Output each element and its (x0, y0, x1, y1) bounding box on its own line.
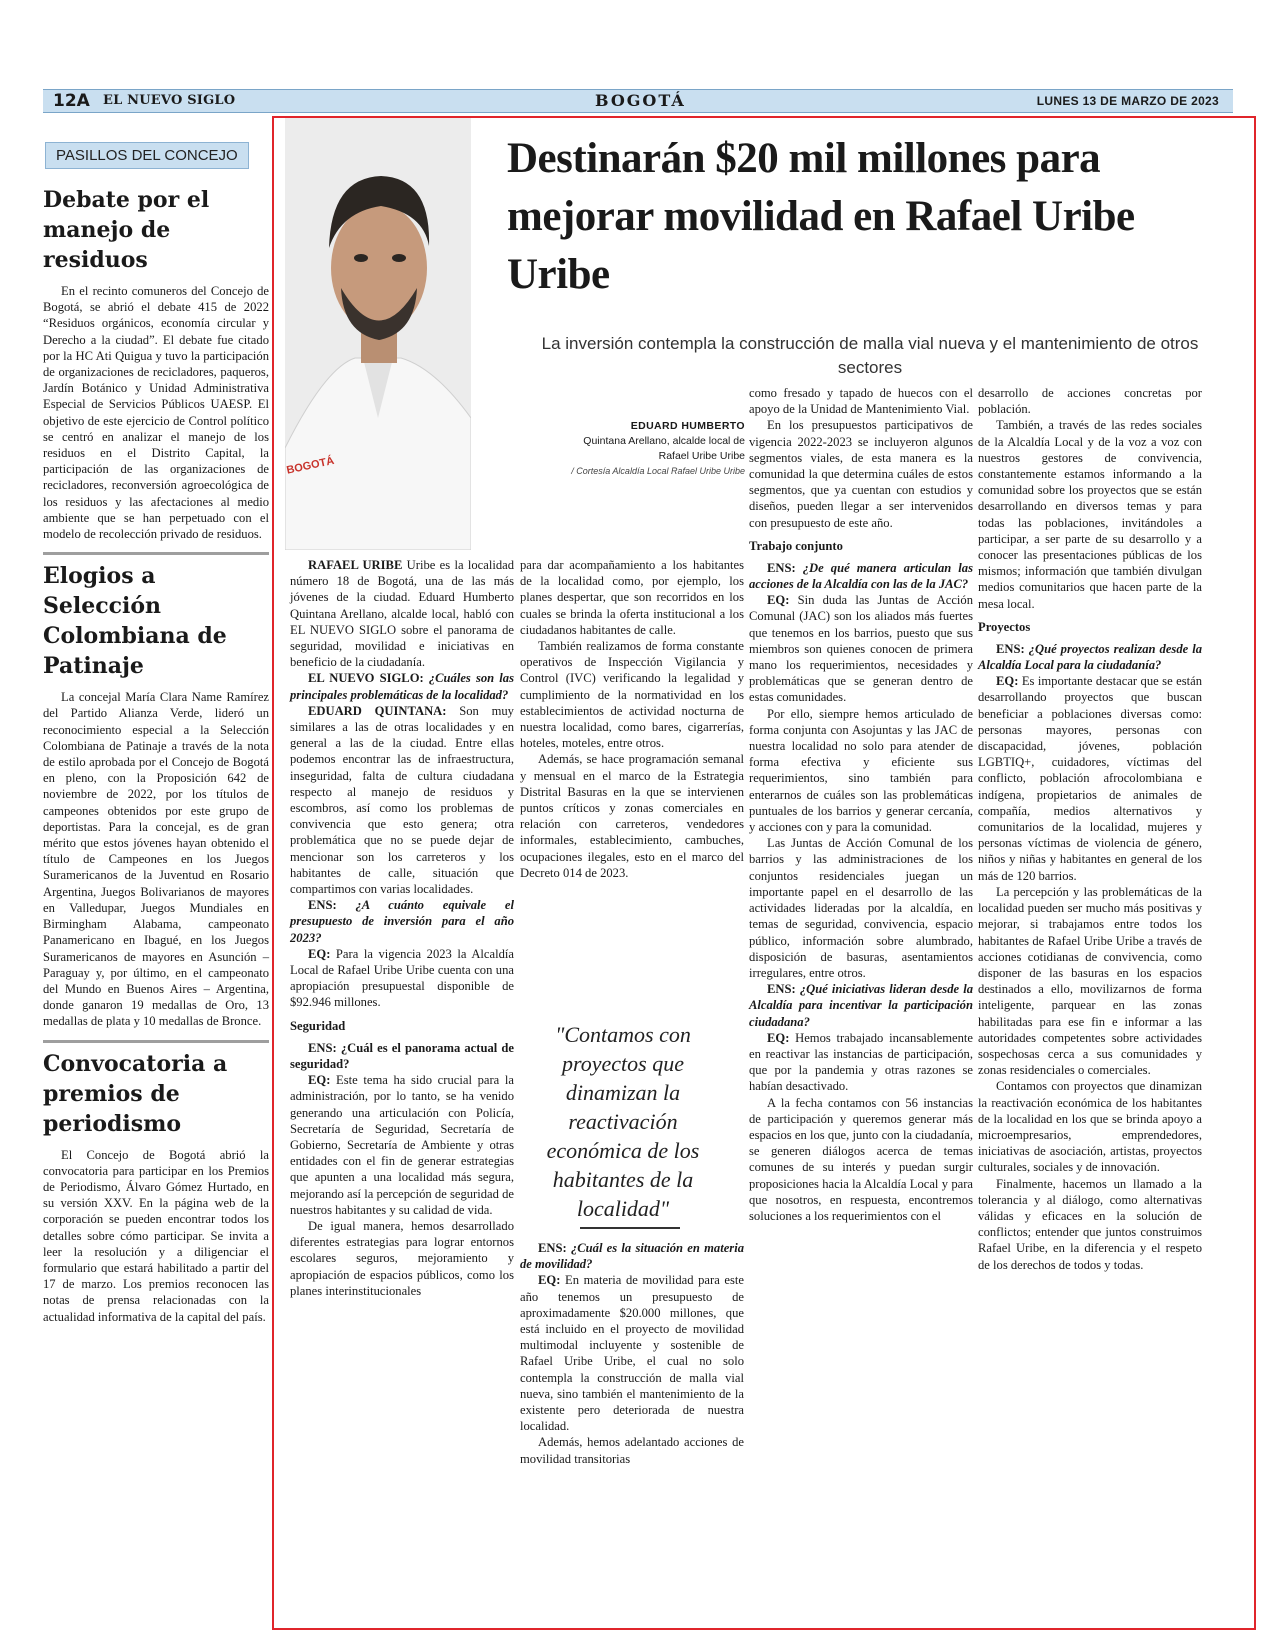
article-deck: La inversión contempla la construcción de malla vial nueva y el mantenimiento de otros sectores (541, 334, 1199, 377)
caption-name: EDUARD HUMBERTO (630, 420, 745, 432)
portrait-illustration (285, 118, 471, 550)
body-paragraph (978, 673, 1202, 884)
brief-title: Convocatoria a premios de periodismo (43, 1050, 228, 1137)
portrait-photo (285, 118, 471, 550)
paragraph-text: ¿Qué iniciativas lideran desde la Alcaldía para incentivar la participación ciudadana? (749, 982, 973, 1029)
brief-body: La concejal María Clara Name Ramírez del Partido Alianza Verde, lideró un reconocimiento especial a la Selección Colombiana de Patinaje a través de la nota de estilo aprobada por el Concejo de Bogotá en pleno, con la Proposición 642 de noviembre de 2022, por los títulos de campeones obtenidos por este grupo de deportistas. Para la concejal, es de gran mérito que estos jóvenes hayan obtenido el título de Campeones en los Juegos Suramericanos de la Juventud en Rosario Argentina, Juegos Bolivarianos de mayores en Valledupar, Juegos Mundiales en Birmingham Alabama, campeonato Panamericano en Ibagué, en los Juegos Suramericanos de mayores en Asunción – Paraguay y, por último, en el campeonato del Mundo en Buenos Aires – Argentina, donde ganaron 19 medallas de Oro, 13 medallas de plata y 10 medallas de Bronce. (43, 690, 269, 1029)
body-paragraph (978, 417, 1202, 611)
speaker-lead: ENS: (996, 641, 1025, 656)
paragraph-text: Sin duda las Juntas de Acción Comunal (JAC) son los aliados más fuertes que tenemos en los barrios, puesto que sus miembros son quienes conocen de primera mano los requerimientos, necesidades y problemáticas que se generan dentro de estas comunidades. (749, 593, 973, 705)
paragraph-text: Finalmente, hacemos un llamado a la tolerancia y al diálogo, como alternativas válidas y eficaces en la solución de conflictos; entender que juntos construimos Rafael Uribe, en la diferencia y el respeto de los derechos de todos y todas. (978, 1176, 1202, 1272)
pull-quote: "Contamos con proyectos que dinamizan la reactivación económica de los habitantes de la localidad" (546, 1022, 700, 1221)
interview-question (749, 981, 973, 1030)
speaker-lead: EL NUEVO SIGLO: (308, 671, 424, 686)
body-paragraph (978, 1078, 1202, 1175)
paragraph-text: Las Juntas de Acción Comunal de los barrios y las administraciones de los conjuntos residenciales juegan un importante papel en el desarrollo de las actividades lideradas por la alcaldía, en temas de seguridad, convivencia, espacio público, información sobre alumbrado, disposición de basuras, asentamientos irregulares, entre otros. (749, 836, 973, 980)
paragraph-text: ¿A cuánto equivale el presupuesto de inversión para el año 2023? (290, 898, 514, 945)
paragraph-text: Además, hemos adelantado acciones de movilidad transitorias (520, 1435, 744, 1466)
interview-question (290, 670, 514, 702)
paragraph-text: Para la vigencia 2023 la Alcaldía Local de Rafael Uribe Uribe cuenta con una apropiación presupuestal disponible de $92.946 millones. (290, 946, 514, 1010)
paragraph-text: como fresado y tapado de huecos con el apoyo de la Unidad de Mantenimiento Vial. (749, 386, 973, 417)
left-column (43, 142, 269, 1325)
section-name: BOGOTÁ (595, 91, 686, 110)
paragraph-text: Hemos trabajado incansablemente en reactivar las instancias de participación, que por la pandemia y otras razones se habían desactivado. (749, 1030, 973, 1094)
paragraph-text: La percepción y las problemáticas de la localidad pueden ser mucho más positivas y mejorar, si trabajamos entre todos los habitantes de Rafael Uribe Uribe a través de acciones cotidianas de convivencia, como disponer de las basuras en los espacios destinados a ello, movilizarnos de forma inteligente, parquear en las zonas habilitadas para ese fin e informar a las autoridades competentes sobre actividades sospechosas cerca a sus comunidades y zonas residenciales o comerciales. (978, 884, 1202, 1078)
subhead: Trabajo conjunto (749, 538, 843, 553)
brief-title: Debate por el manejo de residuos (43, 187, 210, 273)
speaker-lead: ENS: (767, 560, 796, 575)
body-paragraph (749, 706, 973, 836)
paragraph-text: para dar acompañamiento a los habitantes de la localidad como, por ejemplo, los planes despertar, que son recorridos en los cuales se brinda la oferta institucional a los ciudadanos habitantes de calle. (520, 558, 744, 637)
body-paragraph (520, 557, 744, 638)
paragraph-text: ¿Cuál es la situación en materia de movilidad? (520, 1241, 744, 1272)
paragraph-text: A la fecha contamos con 56 instancias de participación y queremos generar más espacios en los que, junto con la ciudadanía, se generen diálogos acerca de temas comunes de su interés y puedan surgir proposiciones hacia la Alcaldía Local y para que nosotros, en respuesta, encontremos soluciones a los requerimientos con el (749, 1095, 973, 1223)
section-label: PASILLOS DEL CONCEJO (45, 142, 249, 169)
issue-date: LUNES 13 DE MARZO DE 2023 (1036, 94, 1219, 108)
paragraph-text: Es importante destacar que se están desarrollando proyectos que buscan beneficiar a poblaciones diversas como: personas mayores, personas con discapacidad, jóvenes, población LGBTIQ+, cuidadores, víctimas del conflicto, población afrocolombiana e indígena, propietarios de animales de compañía, medios alternativos y comunitarios de la localidad, mujeres y personas víctimas de violencia de género, niños y niñas y habitantes en general de los más de 120 barrios. (978, 674, 1202, 883)
speaker-lead: RAFAEL URIBE (308, 558, 403, 572)
body-paragraph (749, 1095, 973, 1225)
page-header-bar (43, 89, 1233, 113)
paragraph-text: En los presupuestos participativos de vigencia 2022-2023 se incluyeron algunos segmentos viales, de esta manera es la comunidad la que determina cuáles de estos segmentos, que ya cuentan con estudios y diseños, pueden llegar a ser intervenidos con presupuesto de este año. (749, 418, 973, 530)
body-paragraph (290, 557, 514, 670)
newspaper-name: EL NUEVO SIGLO (103, 93, 236, 108)
body-paragraph (520, 638, 744, 751)
speaker-lead: ENS: (308, 898, 337, 913)
body-paragraph (978, 884, 1202, 1078)
paragraph-text: En materia de movilidad para este año tenemos un presupuesto de aproximadamente $20.000 millones, que está incluido en el proyecto de movilidad multimodal incluyente y sostenible de Rafael Uribe Uribe, el cual no solo contempla la construcción de malla vial nueva, sino también el mantenimiento de la existente pero deteriorada de nuestra localidad. (520, 1273, 744, 1434)
paragraph-text: desarrollo de acciones concretas por población. (978, 386, 1202, 417)
pull-quote-rule (580, 1227, 680, 1229)
paragraph-text: ¿Cuál es el panorama actual de seguridad? (290, 1040, 514, 1071)
article-column-1 (290, 557, 514, 1299)
article-column-4 (978, 385, 1202, 1273)
body-paragraph (290, 703, 514, 897)
interview-question (520, 1240, 744, 1272)
paragraph-text: ¿Qué proyectos realizan desde la Alcaldía Local para la ciudadanía? (978, 641, 1202, 673)
body-paragraph (520, 1434, 744, 1466)
paragraph-text: También, a través de las redes sociales de la Alcaldía Local y de la voz a voz con nuestros gestores de convivencia, constantemente estamos informando a la comunidad sobre los proyectos que se están desarrollando en diversos temas y para todas las poblaciones, invitándoles a participar, a ser parte de su desarrollo y a conocer las presentaciones públicas de los mismos; información que también divulgan medios comunitarios que hacen parte de la mesa local. (978, 418, 1202, 611)
paragraph-text: Además, se hace programación semanal y mensual en el marco de la Estrategia Distrital Basuras en la que se intervienen puntos críticos y zonas comerciales en relación con carreteros, vendedores informales, establecimiento, cambuches, ocupaciones ilegales, esto en el marco del Decreto 014 de 2023. (520, 752, 744, 880)
speaker-lead: EQ: (996, 674, 1019, 689)
paragraph-text: Uribe es la localidad número 18 de Bogotá, una de las más jóvenes de la ciudad. Eduard Humberto Quintana Arellano, alcalde local, habló con EL NUEVO SIGLO sobre el panorama de seguridad, movilidad e iniciativas en beneficio de la ciudadanía. (290, 558, 515, 670)
caption-description: Quintana Arellano, alcalde local de Rafael Uribe Uribe (583, 435, 745, 462)
subhead: Proyectos (978, 619, 1031, 634)
brief-body: El Concejo de Bogotá abrió la convocatoria para participar en los Premios de Periodismo, Álvaro Gómez Hurtado, en su versión XXV. En la página web de la corporación se pueden encontrar todos los detalles sobre cómo participar. Se invita a leer la resolución y a diligenciar el formulario que estará habilitado a partir del 17 de marzo. Los premios reconocen las notas de prensa relacionadas con la actualidad informativa de la capital del país. (43, 1147, 269, 1324)
article-column-2-continued (520, 1240, 744, 1467)
body-paragraph (978, 1176, 1202, 1273)
interview-question (290, 1040, 514, 1072)
speaker-lead: EQ: (767, 593, 790, 608)
subhead: Seguridad (290, 1018, 346, 1033)
article-column-3 (749, 385, 973, 1224)
photo-caption (560, 420, 745, 479)
body-paragraph (290, 946, 514, 1011)
body-paragraph (290, 1072, 514, 1218)
paragraph-text: Por ello, siempre hemos articulado de forma conjunta con Asojuntas y las JAC de nuestra localidad no solo para atender de forma efectiva y eficiente sus requerimientos, sino también para enterarnos de cuáles son las problemáticas puntuales de los barrios y generar cercanía, y acciones con y para la comunidad. (749, 706, 973, 835)
speaker-lead: ENS: (538, 1241, 567, 1255)
paragraph-text: También realizamos de forma constante operativos de Inspección Vigilancia y Control (IVC) verificando la legalidad y cumplimiento de la normatividad en los establecimientos de actividad nocturna de nuestra localidad, como bares, cigarrerías, hoteles, moteles, entre otros. (520, 639, 744, 751)
paragraph-text: Son muy similares a las de otras localidades y en general a las de la ciudad. Entre ellas podemos encontrar las de infraestructura, inseguridad, falta de cultura ciudadana respecto al manejo de residuos y escombros, así como los problemas de convivencia que esto genera; otra problemática que no se puede dejar de mencionar son los carreteros y los habitantes de calle, situación que compartimos con varias localidades. (290, 703, 514, 897)
page-number: 12A (53, 91, 90, 111)
interview-question (978, 641, 1202, 673)
body-paragraph (749, 417, 973, 530)
speaker-lead: EQ: (538, 1273, 561, 1288)
speaker-lead: EQ: (308, 1073, 331, 1088)
brief-title: Elogios a Selección Colombiana de Patinaje (43, 563, 227, 680)
speaker-lead: ENS: (767, 982, 796, 997)
speaker-lead: EDUARD QUINTANA: (308, 703, 447, 718)
body-paragraph (749, 1030, 973, 1095)
article-headline: Destinarán $20 mil millones para mejorar movilidad en Rafael Uribe Uribe (507, 135, 1135, 298)
paragraph-text: Este tema ha sido crucial para la administración, por lo tanto, se ha venido generando una articulación con Policía, Secretaría de Seguridad, Secretaría de Gobierno, Secretaría de Ambiente y otras entidades con el fin de generar estrategias que apunten a una localidad más segura, mejorando así la percepción de seguridad de nuestros habitantes y su calidad de vida. (290, 1073, 514, 1217)
body-paragraph (520, 1272, 744, 1434)
shirt-logo: BOGOTÁ (285, 454, 336, 477)
interview-question (290, 897, 514, 946)
body-paragraph (520, 751, 744, 881)
speaker-lead: ENS: (308, 1040, 337, 1055)
paragraph-text: ¿Cuáles son las principales problemáticas de la localidad? (290, 671, 514, 702)
photo-credit: / Cortesía Alcaldía Local Rafael Uribe Uribe (571, 466, 745, 476)
brief-body: En el recinto comuneros del Concejo de Bogotá, se abrió el debate 415 de 2022 “Residuos orgánicos, economía circular y Derecho a la ciudad”. El debate fue citado por la HC Ati Quigua y tuvo la participación de organizaciones de recicladores, paqueros, Jardín Botánico y Unidad Administrativa Especial de Servicios Públicos UAESP. El objetivo de este ejercicio de Control político se centró en analizar el manejo de los residuos en el Distrito Capital, la participación de las organizaciones de recicladores, reconversión agroecológica de los residuos y las afectaciones al medio ambiente que se han perpetuado con el modelo de recolección privado de residuos. (43, 284, 269, 542)
paragraph-text: Contamos con proyectos que dinamizan la reactivación económica de los habitantes de la localidad en los que se brinda apoyo a microempresarios, emprendedores, iniciativas de asociación, artistas, proyectos culturales, sociales y de innovación. (978, 1079, 1202, 1175)
speaker-lead: EQ: (767, 1030, 790, 1045)
body-paragraph (290, 1218, 514, 1299)
paragraph-text: ¿De qué manera articulan las acciones de la Alcaldía con las de la JAC? (749, 560, 973, 592)
body-paragraph (749, 385, 973, 417)
body-paragraph (749, 592, 973, 705)
speaker-lead: EQ: (308, 946, 331, 961)
body-paragraph (978, 385, 1202, 417)
body-paragraph (749, 835, 973, 981)
article-column-2 (520, 557, 744, 881)
interview-question (749, 560, 973, 592)
paragraph-text: De igual manera, hemos desarrollado diferentes estrategias para lograr entornos escolares seguros, mejoramiento y apropiación de espacios públicos, como los planes interinstitucionales (290, 1218, 514, 1298)
